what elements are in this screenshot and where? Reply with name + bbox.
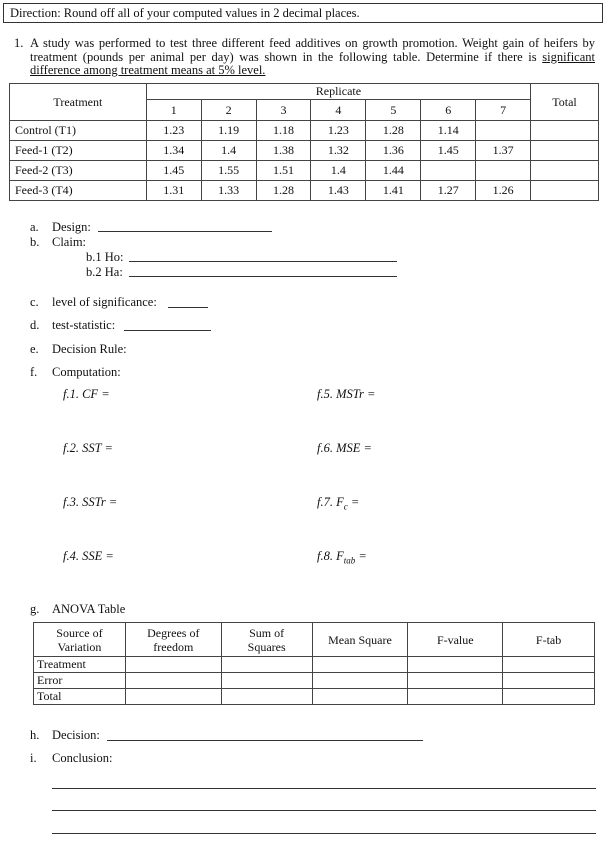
conclusion-line[interactable] xyxy=(52,833,596,834)
table-row xyxy=(34,657,595,673)
replicate-col: 5 xyxy=(366,100,421,121)
value-cell: 1.4 xyxy=(201,141,256,161)
anova-input-cell[interactable] xyxy=(503,673,595,689)
value-cell xyxy=(476,161,531,181)
problem-text xyxy=(30,37,595,78)
alt-hypothesis-label: b.2 Ha: xyxy=(86,265,123,279)
problem-text-underlined: significant difference among treatment means at 5% level. xyxy=(30,49,595,77)
sstr-label: f.3. SSTr = xyxy=(63,495,118,509)
cf-label: f.1. CF = xyxy=(63,387,110,401)
conclusion-label: Conclusion: xyxy=(52,751,113,765)
total-cell xyxy=(531,161,599,181)
anova-input-cell[interactable] xyxy=(503,657,595,673)
ss-header xyxy=(221,623,312,657)
replicate-col: 4 xyxy=(311,100,366,121)
item-letter-g: g. xyxy=(30,602,40,616)
table-row xyxy=(10,141,599,161)
value-cell: 1.32 xyxy=(311,141,366,161)
item-letter-h: h. xyxy=(30,728,40,742)
item-letter-d: d. xyxy=(30,318,40,332)
direction-text: Direction: Round off all of your computed values in 2 decimal places. xyxy=(10,6,360,20)
treatment-cell: Feed-1 (T2) xyxy=(10,141,147,161)
value-cell: 1.28 xyxy=(366,121,421,141)
fc-label xyxy=(317,495,359,512)
problem-text-main: A study was performed to test three different feed additives on growth promotion. Weight gain of heifers by treatment (pounds per animal per day) was shown in the following table. Determine if there is xyxy=(30,36,595,64)
value-cell: 1.34 xyxy=(146,141,201,161)
test-statistic-line[interactable] xyxy=(124,330,211,331)
item-letter-c: c. xyxy=(30,295,39,309)
anova-label: ANOVA Table xyxy=(52,602,126,616)
source-cell: Error xyxy=(34,673,126,689)
anova-input-cell[interactable] xyxy=(408,657,503,673)
source-cell: Total xyxy=(34,689,126,705)
fc-suffix: = xyxy=(347,495,360,509)
replicate-col: 1 xyxy=(146,100,201,121)
value-cell: 1.14 xyxy=(421,121,476,141)
source-cell: Treatment xyxy=(34,657,126,673)
anova-input-cell[interactable] xyxy=(221,673,312,689)
anova-input-cell[interactable] xyxy=(312,673,408,689)
conclusion-line[interactable] xyxy=(52,810,596,811)
decision-rule-label: Decision Rule: xyxy=(52,342,127,356)
test-statistic-label: test-statistic: xyxy=(52,318,116,332)
anova-input-cell[interactable] xyxy=(408,673,503,689)
sst-label: f.2. SST = xyxy=(63,441,113,455)
ftab-prefix: f.8. F xyxy=(317,549,344,563)
source-header-l1: Source of xyxy=(56,625,103,640)
total-cell xyxy=(531,121,599,141)
value-cell xyxy=(476,121,531,141)
decision-line[interactable] xyxy=(107,740,423,741)
replicate-col: 7 xyxy=(476,100,531,121)
treatment-cell: Feed-3 (T4) xyxy=(10,181,147,201)
value-cell: 1.18 xyxy=(256,121,311,141)
replicate-col: 2 xyxy=(201,100,256,121)
mstr-label: f.5. MSTr = xyxy=(317,387,376,401)
treatment-cell: Feed-2 (T3) xyxy=(10,161,147,181)
total-header: Total xyxy=(531,84,599,121)
value-cell: 1.28 xyxy=(256,181,311,201)
anova-input-cell[interactable] xyxy=(125,657,221,673)
table-row xyxy=(10,121,599,141)
anova-input-cell[interactable] xyxy=(312,689,408,705)
anova-table xyxy=(33,622,595,705)
anova-input-cell[interactable] xyxy=(408,689,503,705)
design-label: Design: xyxy=(52,220,91,234)
claim-label: Claim: xyxy=(52,235,87,249)
value-cell: 1.4 xyxy=(311,161,366,181)
value-cell: 1.38 xyxy=(256,141,311,161)
significance-line[interactable] xyxy=(168,307,208,308)
value-cell: 1.44 xyxy=(366,161,421,181)
anova-input-cell[interactable] xyxy=(221,657,312,673)
null-hypothesis-label: b.1 Ho: xyxy=(86,250,124,264)
decision-label: Decision: xyxy=(52,728,100,742)
value-cell: 1.33 xyxy=(201,181,256,201)
anova-input-cell[interactable] xyxy=(125,689,221,705)
value-cell: 1.26 xyxy=(476,181,531,201)
alt-hypothesis-line[interactable] xyxy=(129,276,397,277)
item-letter-b: b. xyxy=(30,235,40,249)
value-cell: 1.27 xyxy=(421,181,476,201)
item-letter-e: e. xyxy=(30,342,39,356)
data-table xyxy=(9,83,599,201)
ftab-suffix: = xyxy=(355,549,367,563)
total-cell xyxy=(531,181,599,201)
value-cell: 1.23 xyxy=(311,121,366,141)
conclusion-line[interactable] xyxy=(52,788,596,789)
ms-header: Mean Square xyxy=(312,623,408,657)
fvalue-header: F-value xyxy=(408,623,503,657)
ftab-header: F-tab xyxy=(503,623,595,657)
fc-prefix: f.7. F xyxy=(317,495,344,509)
value-cell: 1.45 xyxy=(146,161,201,181)
table-row xyxy=(10,181,599,201)
table-row xyxy=(34,673,595,689)
replicate-header: Replicate xyxy=(146,84,530,100)
null-hypothesis-line[interactable] xyxy=(129,261,397,262)
anova-input-cell[interactable] xyxy=(125,673,221,689)
mse-label: f.6. MSE = xyxy=(317,441,372,455)
ftab-label xyxy=(317,549,367,566)
value-cell: 1.55 xyxy=(201,161,256,181)
item-letter-a: a. xyxy=(30,220,39,234)
anova-input-cell[interactable] xyxy=(221,689,312,705)
anova-input-cell[interactable] xyxy=(503,689,595,705)
item-letter-i: i. xyxy=(30,751,37,765)
ftab-subscript: tab xyxy=(343,555,356,566)
ss-header-l1: Sum of xyxy=(249,625,285,640)
df-header xyxy=(125,623,221,657)
df-header-l2: freedom xyxy=(153,639,194,654)
direction-box xyxy=(3,3,603,23)
df-header-l1: Degrees of xyxy=(147,625,200,640)
item-letter-f: f. xyxy=(30,365,38,379)
value-cell: 1.37 xyxy=(476,141,531,161)
total-cell xyxy=(531,141,599,161)
value-cell: 1.43 xyxy=(311,181,366,201)
table-row xyxy=(34,689,595,705)
value-cell: 1.19 xyxy=(201,121,256,141)
value-cell: 1.51 xyxy=(256,161,311,181)
fc-subscript: c xyxy=(343,501,348,512)
value-cell: 1.41 xyxy=(366,181,421,201)
table-row xyxy=(10,161,599,181)
replicate-col: 3 xyxy=(256,100,311,121)
significance-label: level of significance: xyxy=(52,295,157,309)
treatment-cell: Control (T1) xyxy=(10,121,147,141)
sse-label: f.4. SSE = xyxy=(63,549,114,563)
problem-number: 1. xyxy=(14,36,24,50)
treatment-header: Treatment xyxy=(10,84,147,121)
computation-label: Computation: xyxy=(52,365,121,379)
value-cell: 1.23 xyxy=(146,121,201,141)
source-header-l2: Variation xyxy=(57,639,102,654)
replicate-col: 6 xyxy=(421,100,476,121)
value-cell: 1.31 xyxy=(146,181,201,201)
anova-input-cell[interactable] xyxy=(312,657,408,673)
source-header xyxy=(34,623,126,657)
value-cell xyxy=(421,161,476,181)
design-answer-line[interactable] xyxy=(98,231,272,232)
value-cell: 1.36 xyxy=(366,141,421,161)
value-cell: 1.45 xyxy=(421,141,476,161)
ss-header-l2: Squares xyxy=(247,639,286,654)
